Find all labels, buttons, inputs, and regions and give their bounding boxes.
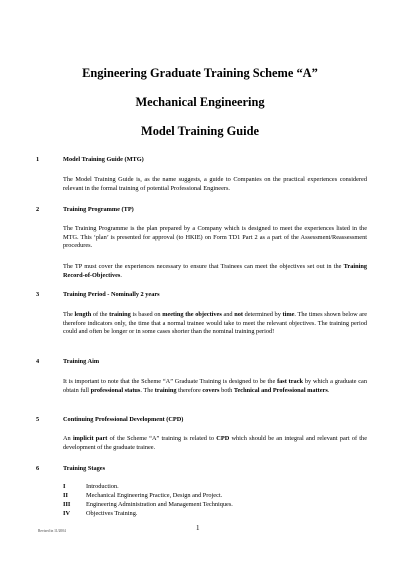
section-heading: Continuing Professional Development (CPD) xyxy=(63,416,184,423)
section-paragraph: It is important to note that the Scheme “A” Graduate Training is designed to be the fast track by which a graduate can obtain full professional status. The training therefore covers both Technical and Professional matters. xyxy=(63,378,367,394)
stage-numeral: IV xyxy=(63,510,70,517)
section-number: 3 xyxy=(36,291,40,298)
stage-numeral: III xyxy=(63,501,71,508)
section-paragraph: The TP must cover the experiences necessary to ensure that Trainees can meet the objectives set out in the Training Record-of-Objectives. xyxy=(63,263,367,279)
section-heading: Training Stages xyxy=(63,465,106,472)
training-stage-item xyxy=(63,483,119,491)
document-title: Engineering Graduate Training Scheme “A” xyxy=(82,66,318,80)
stage-text: Objectives Training. xyxy=(86,510,138,517)
section-paragraph: The Training Programme is the plan prepared by a Company which is designed to meet the experiences listed in the MTG. This ‘plan’ is presented for approval (to HKIE) on Form TD1 Part 2 as a part of the Assessment/Reassessment procedures. xyxy=(63,225,367,249)
section-number: 1 xyxy=(36,156,40,163)
stage-numeral: II xyxy=(63,492,68,499)
section-number: 5 xyxy=(36,416,40,423)
page-number: 1 xyxy=(196,524,200,532)
stage-numeral: I xyxy=(63,483,66,490)
section-paragraph: The length of the training is based on meeting the objectives and not determined by time. The times shown below are therefore indicators only, the time that a normal trainee would take to meet the relevant objectives. The training period could and often be longer or in some cases shorter than the nominal training period! xyxy=(63,311,367,335)
section-paragraph: An implicit part of the Scheme “A” training is related to CPD which should be an integral and relevant part of the development of the graduate trainee. xyxy=(63,435,367,451)
section-number: 6 xyxy=(36,465,40,472)
section-heading: Training Programme (TP) xyxy=(63,206,134,213)
discipline-title: Mechanical Engineering xyxy=(135,95,265,109)
section-heading: Training Aim xyxy=(63,358,100,365)
training-stage-item xyxy=(63,510,137,518)
section-number: 4 xyxy=(36,358,40,365)
section-number: 2 xyxy=(36,206,40,213)
guide-title: Model Training Guide xyxy=(141,124,259,138)
training-stage-item xyxy=(63,492,222,500)
revision-note: Revised in 11/2004 xyxy=(38,529,66,533)
stage-text: Engineering Administration and Management Techniques. xyxy=(86,501,233,508)
stage-text: Introduction. xyxy=(86,483,119,490)
stage-text: Mechanical Engineering Practice, Design and Project. xyxy=(86,492,223,499)
section-heading: Training Period - Nominally 2 years xyxy=(63,291,160,298)
section-heading: Model Training Guide (MTG) xyxy=(63,156,144,163)
section-paragraph: The Model Training Guide is, as the name suggests, a guide to Companies on the practical experiences considered relevant in the formal training of potential Professional Engineers. xyxy=(63,176,367,192)
training-stage-item xyxy=(63,501,233,509)
